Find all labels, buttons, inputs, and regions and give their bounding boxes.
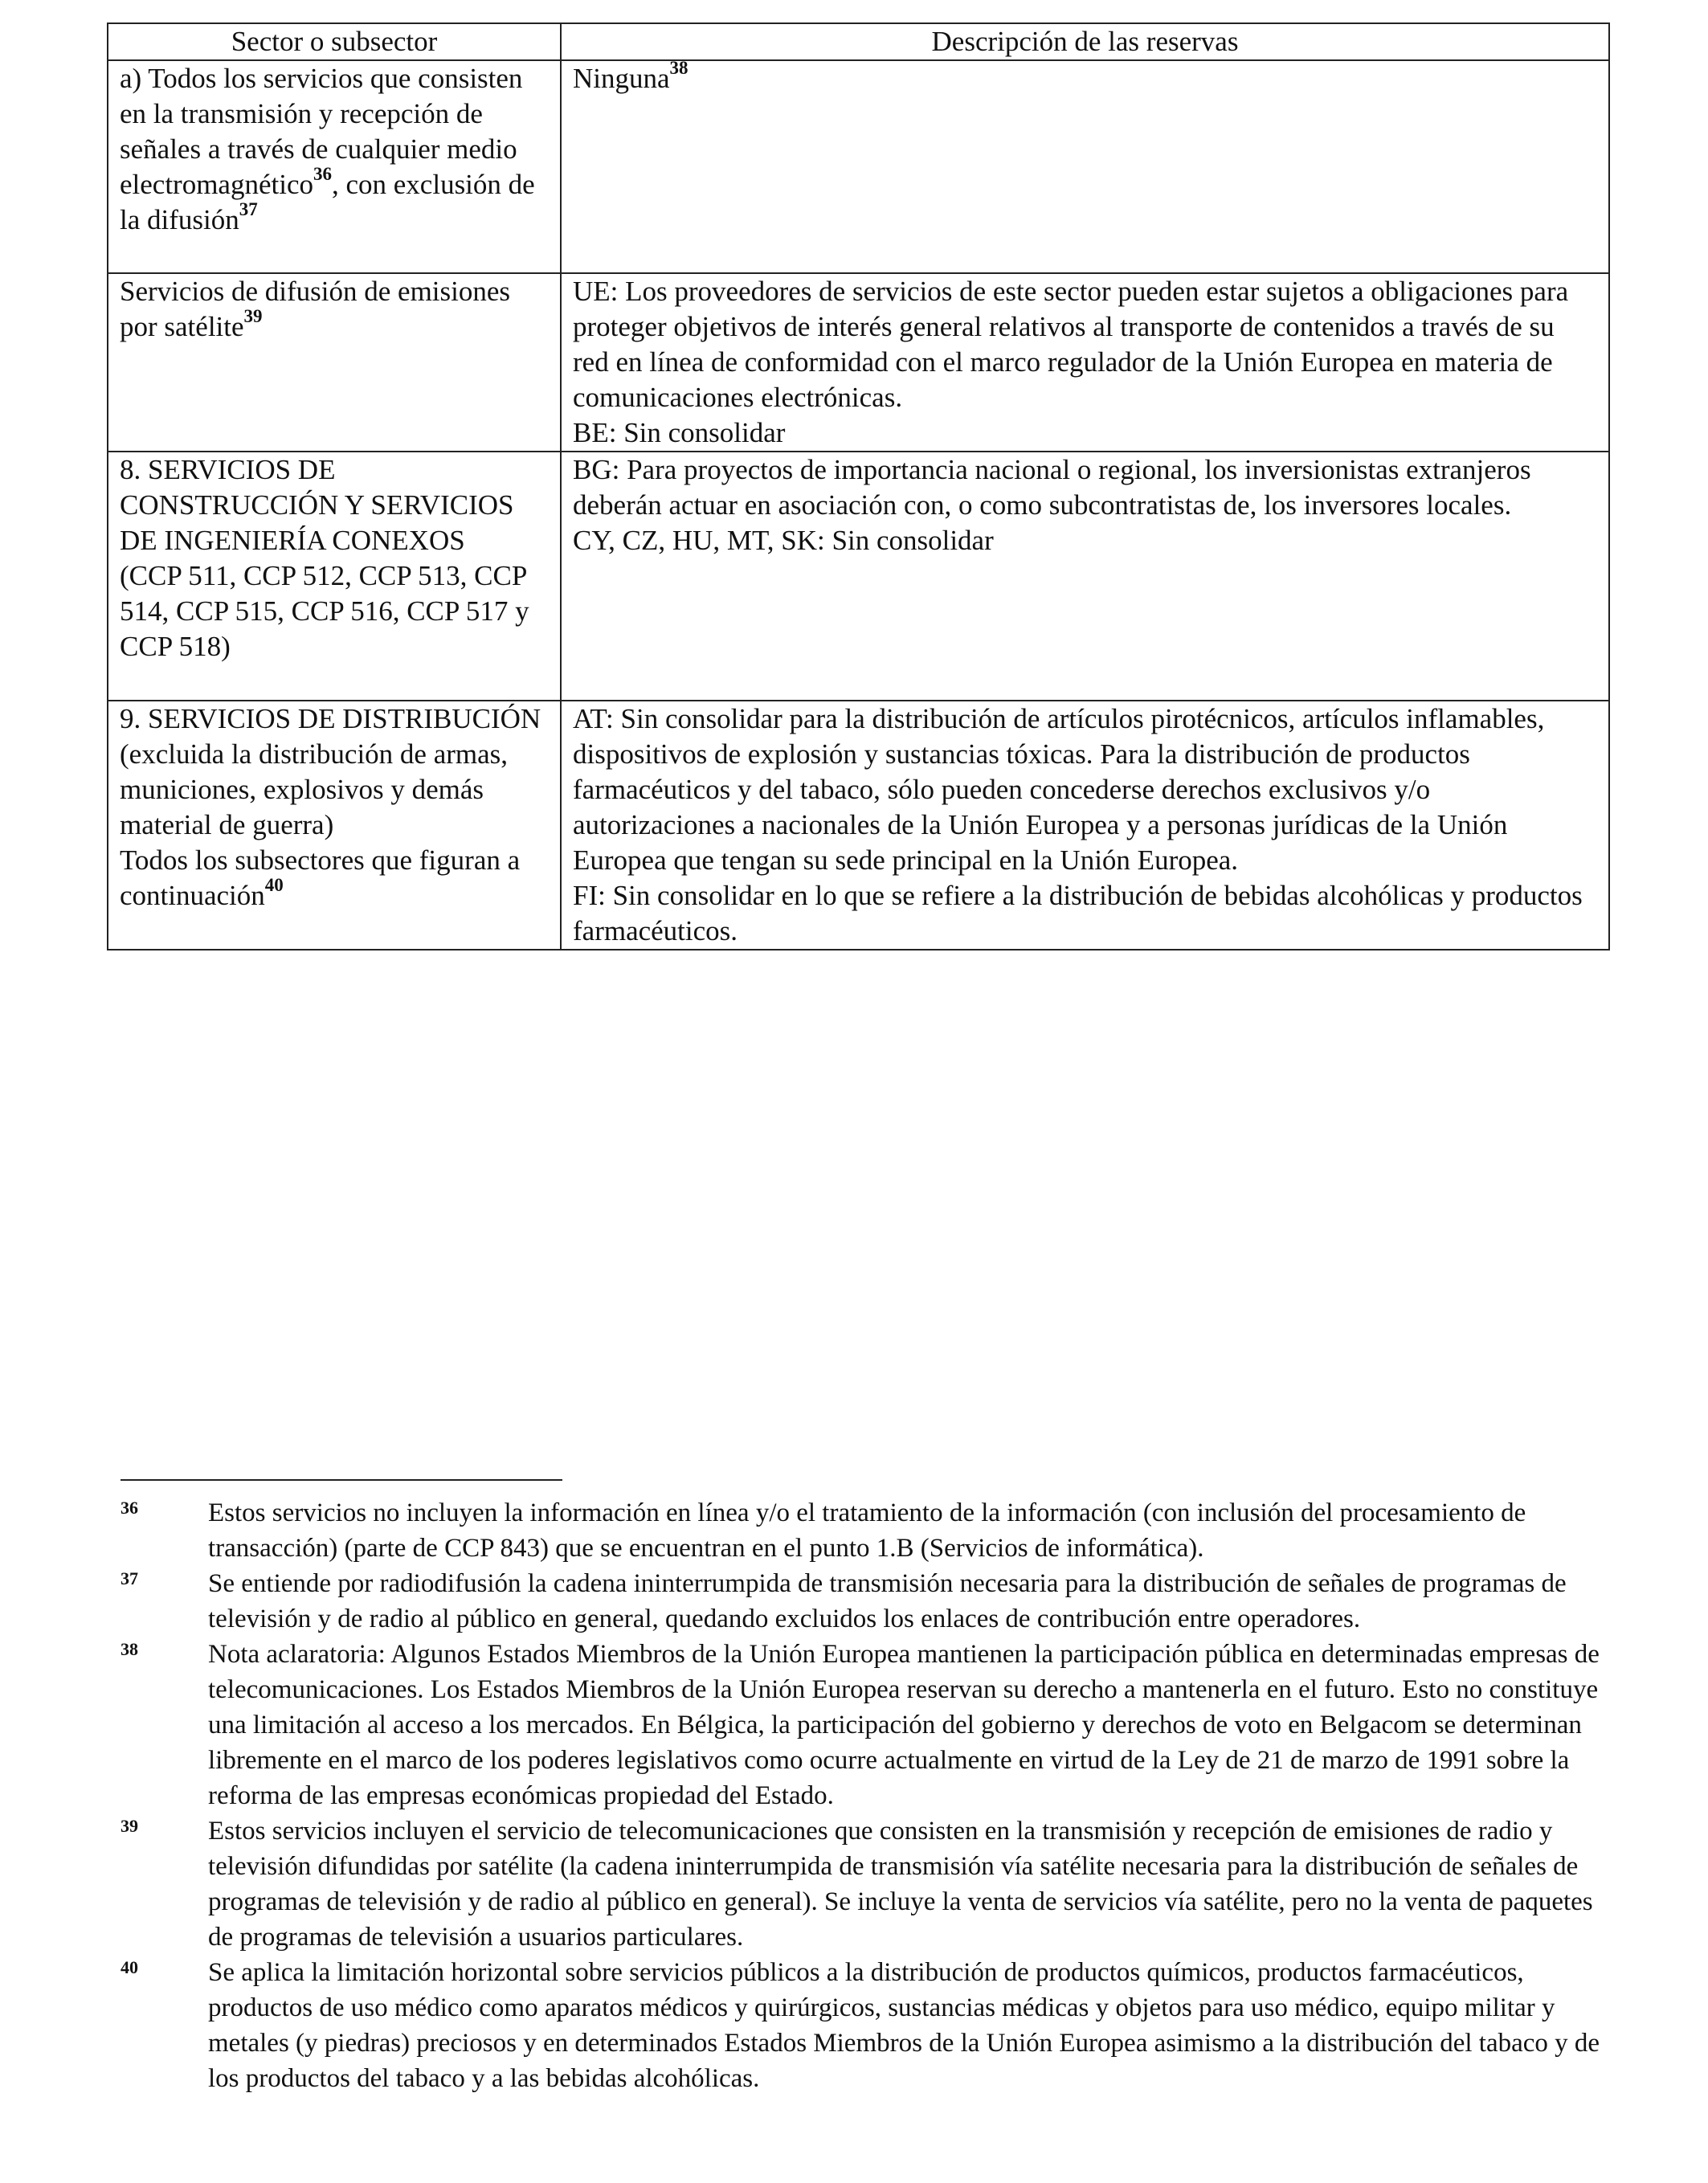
- footnote-number: 39: [121, 1816, 138, 1836]
- sector-codes: (CCP 511, CCP 512, CCP 513, CCP 514, CCP 515, CCP 516, CCP 517 y CCP 518): [120, 560, 529, 662]
- footnote-number: 36: [121, 1498, 138, 1518]
- sector-text: Servicios de difusión de emisiones por satélite: [120, 276, 511, 342]
- footnote-ref: 37: [239, 199, 258, 220]
- footnote-text: Nota aclaratoria: Algunos Estados Miembros de la Unión Europea mantienen la participación pública en determinadas empresas de telecomunicaciones. Los Estados Miembros de la Unión Europea reservan su derecho a mantenerla en el futuro. Esto no constituye una limitación al acceso a los mercados. En Bélgica, la participación del gobierno y derechos de voto en Belgacom se determinan libremente en el marco de los poderes legislativos como ocurre actualmente en virtud de la Ley de 21 de marzo de 1991 sobre la reforma de las empresas económicas propiedad del Estado.: [208, 1640, 1600, 1810]
- description-text: FI: Sin consolidar en lo que se refiere a la distribución de bebidas alcohólicas y productos farmacéuticos.: [573, 880, 1583, 946]
- sector-cell: [108, 60, 561, 273]
- reservations-table: [107, 22, 1610, 950]
- footnote: [121, 1955, 1608, 2096]
- description-text: BG: Para proyectos de importancia nacional o regional, los inversionistas extranjeros deberán actuar en asociación con, o como subcontratistas de, los inversores locales.: [573, 454, 1531, 521]
- sector-heading: 9. SERVICIOS DE DISTRIBUCIÓN: [120, 703, 541, 734]
- table-row: [108, 452, 1609, 701]
- sector-cell: [108, 452, 561, 701]
- footnote: [121, 1813, 1608, 1955]
- description-cell: [561, 452, 1609, 701]
- footnote-text: Se aplica la limitación horizontal sobre servicios públicos a la distribución de productos químicos, productos farmacéuticos, productos de uso médico como aparatos médicos y quirúrgicos, sustancias médicas y objetos para uso médico, equipo militar y metales (y piedras) preciosos y en determinados Estados Miembros de la Unión Europea asimismo a la distribución del tabaco y de los productos del tabaco y a las bebidas alcohólicas.: [208, 1958, 1600, 2093]
- sector-cell: [108, 701, 561, 950]
- header-description: Descripción de las reservas: [561, 23, 1609, 60]
- sector-note: (excluida la distribución de armas, municiones, explosivos y demás material de guerra): [120, 738, 509, 840]
- sector-subsectors: [120, 843, 549, 914]
- footnote-number: 40: [121, 1957, 138, 1977]
- sector-text: Todos los subsectores que figuran a continuación: [120, 844, 521, 911]
- sector-text: a) Todos los servicios que consisten en la transmisión y recepción de señales a través de cualquier medio electromagnético: [120, 63, 523, 200]
- table-header-row: [108, 23, 1609, 60]
- footnote-text: Se entiende por radiodifusión la cadena ininterrumpida de transmisión necesaria para la distribución de señales de programas de televisión y de radio al público en general, quedando excluidos los enlaces de contribución entre operadores.: [208, 1569, 1567, 1633]
- description-text: BE: Sin consolidar: [573, 417, 786, 448]
- footnote-ref: 40: [264, 875, 284, 896]
- description-cell: [561, 273, 1609, 452]
- header-sector: Sector o subsector: [108, 23, 561, 60]
- footnote-text: Estos servicios incluyen el servicio de telecomunicaciones que consisten en la transmisión y recepción de emisiones de radio y televisión difundidas por satélite (la cadena ininterrumpida de transmisión vía satélite necesaria para la distribución de señales de programas de televisión y de radio al público en general). Se incluye la venta de servicios vía satélite, pero no la venta de paquetes de programas de televisión a usuarios particulares.: [208, 1817, 1593, 1952]
- footnote-number: 37: [121, 1568, 138, 1588]
- description-cell: [561, 60, 1609, 273]
- footnote-text: Estos servicios no incluyen la información en línea y/o el tratamiento de la información (con inclusión del procesamiento de transacción) (parte de CCP 843) que se encuentran en el punto 1.B (Servicios de informática).: [208, 1498, 1526, 1563]
- description-text: AT: Sin consolidar para la distribución de artículos pirotécnicos, artículos inflamables, dispositivos de explosión y sustancias tóxicas. Para la distribución de productos farmacéuticos y del tabaco, sólo pueden concederse derechos exclusivos y/o autorizaciones a nacionales de la Unión Europea y a personas jurídicas de la Unión Europea que tengan su sede principal en la Unión Europea.: [573, 703, 1545, 876]
- footnote-number: 38: [121, 1639, 138, 1659]
- footnote-ref: 36: [313, 164, 332, 185]
- sector-cell: [108, 273, 561, 452]
- sector-text: , con exclusión de la difusión: [120, 169, 535, 235]
- footnotes: [121, 1495, 1608, 2096]
- table-row: [108, 60, 1609, 273]
- description-text: CY, CZ, HU, MT, SK: Sin consolidar: [573, 525, 994, 556]
- footnote-separator: [121, 1479, 562, 1481]
- footnote-ref: 38: [669, 58, 689, 79]
- footnote: [121, 1566, 1608, 1637]
- description-cell: [561, 701, 1609, 950]
- footnote-ref: 39: [243, 306, 263, 327]
- description-text: UE: Los proveedores de servicios de este sector pueden estar sujetos a obligaciones para proteger objetivos de interés general relativos al transporte de contenidos a través de su red en línea de conformidad con el marco regulador de la Unión Europea en materia de comunicaciones electrónicas.: [573, 276, 1569, 413]
- table-row: [108, 701, 1609, 950]
- footnote: [121, 1495, 1608, 1566]
- footnote: [121, 1637, 1608, 1813]
- sector-heading: 8. SERVICIOS DE CONSTRUCCIÓN Y SERVICIOS DE INGENIERÍA CONEXOS: [120, 454, 514, 556]
- table-row: [108, 273, 1609, 452]
- description-text: Ninguna: [573, 63, 670, 94]
